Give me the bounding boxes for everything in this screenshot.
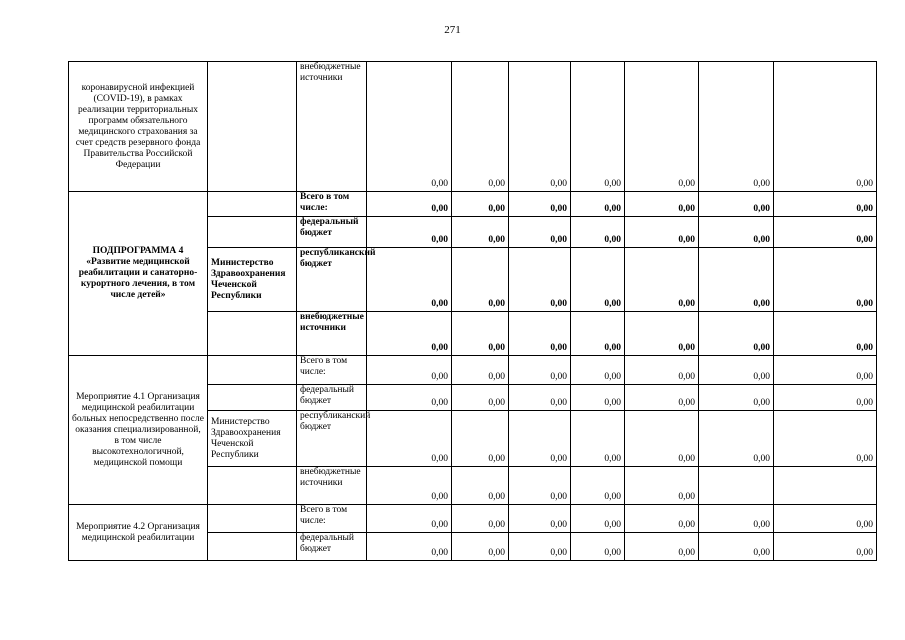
responsible-cell bbox=[208, 312, 297, 356]
value-cell: 0,00 bbox=[367, 248, 452, 312]
program-name-cell: Мероприятие 4.1 Организация медицинской реабилитации больных непосредственно после оказания специализированной, в том числе высокотехнологичной, медицинской помощи bbox=[69, 356, 208, 505]
program-name-cell: коронавирусной инфекцией (COVID-19), в рамках реализации территориальных программ обязательного медицинского страхования за счет средств резервного фонда Правительства Российской Федерации bbox=[69, 62, 208, 192]
value-cell: 0,00 bbox=[699, 385, 774, 411]
value-cell: 0,00 bbox=[452, 192, 509, 217]
value-cell: 0,00 bbox=[571, 385, 625, 411]
value-cell: 0,00 bbox=[509, 192, 571, 217]
value-cell: 0,00 bbox=[774, 533, 877, 561]
value-cell: 0,00 bbox=[571, 356, 625, 385]
value-cell: 0,00 bbox=[774, 62, 877, 192]
value-cell: 0,00 bbox=[367, 385, 452, 411]
value-cell: 0,00 bbox=[625, 533, 699, 561]
value-cell: 0,00 bbox=[509, 356, 571, 385]
funding-source-cell: Всего в том числе: bbox=[297, 505, 367, 533]
value-cell: 0,00 bbox=[367, 192, 452, 217]
page-number: 271 bbox=[444, 24, 461, 36]
value-cell: 0,00 bbox=[774, 217, 877, 248]
funding-source-cell: федеральный бюджет bbox=[297, 217, 367, 248]
value-cell bbox=[774, 467, 877, 505]
funding-source-cell: внебюджетные источники bbox=[297, 62, 367, 192]
value-cell: 0,00 bbox=[571, 533, 625, 561]
value-cell: 0,00 bbox=[367, 411, 452, 467]
program-name-cell: ПОДПРОГРАММА 4 «Развитие медицинской реабилитации и санаторно-курортного лечения, в том числе детей» bbox=[69, 192, 208, 356]
value-cell bbox=[699, 467, 774, 505]
budget-table bbox=[68, 61, 877, 561]
value-cell: 0,00 bbox=[367, 467, 452, 505]
responsible-cell bbox=[208, 505, 297, 533]
value-cell: 0,00 bbox=[571, 312, 625, 356]
table-row bbox=[69, 505, 877, 533]
funding-source-cell: республиканский бюджет bbox=[297, 248, 367, 312]
value-cell: 0,00 bbox=[452, 467, 509, 505]
value-cell: 0,00 bbox=[699, 356, 774, 385]
responsible-cell bbox=[208, 467, 297, 505]
value-cell: 0,00 bbox=[571, 217, 625, 248]
value-cell: 0,00 bbox=[571, 505, 625, 533]
value-cell: 0,00 bbox=[452, 505, 509, 533]
value-cell: 0,00 bbox=[452, 62, 509, 192]
funding-source-cell: Всего в том числе: bbox=[297, 192, 367, 217]
value-cell: 0,00 bbox=[367, 312, 452, 356]
value-cell: 0,00 bbox=[452, 533, 509, 561]
value-cell: 0,00 bbox=[774, 385, 877, 411]
responsible-cell bbox=[208, 217, 297, 248]
value-cell: 0,00 bbox=[452, 356, 509, 385]
value-cell: 0,00 bbox=[452, 411, 509, 467]
responsible-cell bbox=[208, 385, 297, 411]
funding-source-cell: республиканский бюджет bbox=[297, 411, 367, 467]
value-cell: 0,00 bbox=[367, 356, 452, 385]
value-cell: 0,00 bbox=[625, 356, 699, 385]
value-cell: 0,00 bbox=[509, 248, 571, 312]
value-cell: 0,00 bbox=[571, 467, 625, 505]
value-cell: 0,00 bbox=[774, 192, 877, 217]
value-cell: 0,00 bbox=[509, 411, 571, 467]
value-cell: 0,00 bbox=[509, 62, 571, 192]
value-cell: 0,00 bbox=[699, 192, 774, 217]
value-cell: 0,00 bbox=[509, 385, 571, 411]
value-cell: 0,00 bbox=[699, 217, 774, 248]
value-cell: 0,00 bbox=[452, 312, 509, 356]
responsible-cell: Министерство Здравоохранения Чеченской Республики bbox=[208, 248, 297, 312]
responsible-cell bbox=[208, 533, 297, 561]
value-cell: 0,00 bbox=[367, 505, 452, 533]
value-cell: 0,00 bbox=[625, 505, 699, 533]
value-cell: 0,00 bbox=[699, 312, 774, 356]
value-cell: 0,00 bbox=[699, 62, 774, 192]
value-cell: 0,00 bbox=[452, 248, 509, 312]
table-body bbox=[69, 62, 877, 561]
value-cell: 0,00 bbox=[699, 411, 774, 467]
responsible-cell bbox=[208, 192, 297, 217]
table-row bbox=[69, 192, 877, 217]
value-cell: 0,00 bbox=[625, 248, 699, 312]
table-row bbox=[69, 62, 877, 192]
value-cell: 0,00 bbox=[367, 533, 452, 561]
table-row bbox=[69, 356, 877, 385]
value-cell: 0,00 bbox=[774, 356, 877, 385]
value-cell: 0,00 bbox=[509, 467, 571, 505]
value-cell: 0,00 bbox=[367, 217, 452, 248]
value-cell: 0,00 bbox=[625, 467, 699, 505]
value-cell: 0,00 bbox=[699, 248, 774, 312]
value-cell: 0,00 bbox=[699, 533, 774, 561]
value-cell: 0,00 bbox=[625, 312, 699, 356]
funding-source-cell: внебюджетные источники bbox=[297, 467, 367, 505]
value-cell: 0,00 bbox=[509, 533, 571, 561]
funding-source-cell: федеральный бюджет bbox=[297, 533, 367, 561]
funding-source-cell: внебюджетные источники bbox=[297, 312, 367, 356]
value-cell: 0,00 bbox=[509, 217, 571, 248]
program-name-cell: Мероприятие 4.2 Организация медицинской реабилитации bbox=[69, 505, 208, 561]
value-cell: 0,00 bbox=[625, 385, 699, 411]
value-cell: 0,00 bbox=[509, 505, 571, 533]
value-cell: 0,00 bbox=[571, 62, 625, 192]
value-cell: 0,00 bbox=[774, 411, 877, 467]
value-cell: 0,00 bbox=[625, 62, 699, 192]
value-cell: 0,00 bbox=[571, 411, 625, 467]
funding-source-cell: федеральный бюджет bbox=[297, 385, 367, 411]
value-cell: 0,00 bbox=[367, 62, 452, 192]
value-cell: 0,00 bbox=[571, 192, 625, 217]
funding-source-cell: Всего в том числе: bbox=[297, 356, 367, 385]
value-cell: 0,00 bbox=[509, 312, 571, 356]
value-cell: 0,00 bbox=[452, 217, 509, 248]
value-cell: 0,00 bbox=[571, 248, 625, 312]
value-cell: 0,00 bbox=[774, 248, 877, 312]
value-cell: 0,00 bbox=[625, 217, 699, 248]
value-cell: 0,00 bbox=[699, 505, 774, 533]
value-cell: 0,00 bbox=[625, 411, 699, 467]
responsible-cell bbox=[208, 62, 297, 192]
responsible-cell: Министерство Здравоохранения Чеченской Республики bbox=[208, 411, 297, 467]
value-cell: 0,00 bbox=[625, 192, 699, 217]
value-cell: 0,00 bbox=[452, 385, 509, 411]
value-cell: 0,00 bbox=[774, 505, 877, 533]
value-cell: 0,00 bbox=[774, 312, 877, 356]
responsible-cell bbox=[208, 356, 297, 385]
